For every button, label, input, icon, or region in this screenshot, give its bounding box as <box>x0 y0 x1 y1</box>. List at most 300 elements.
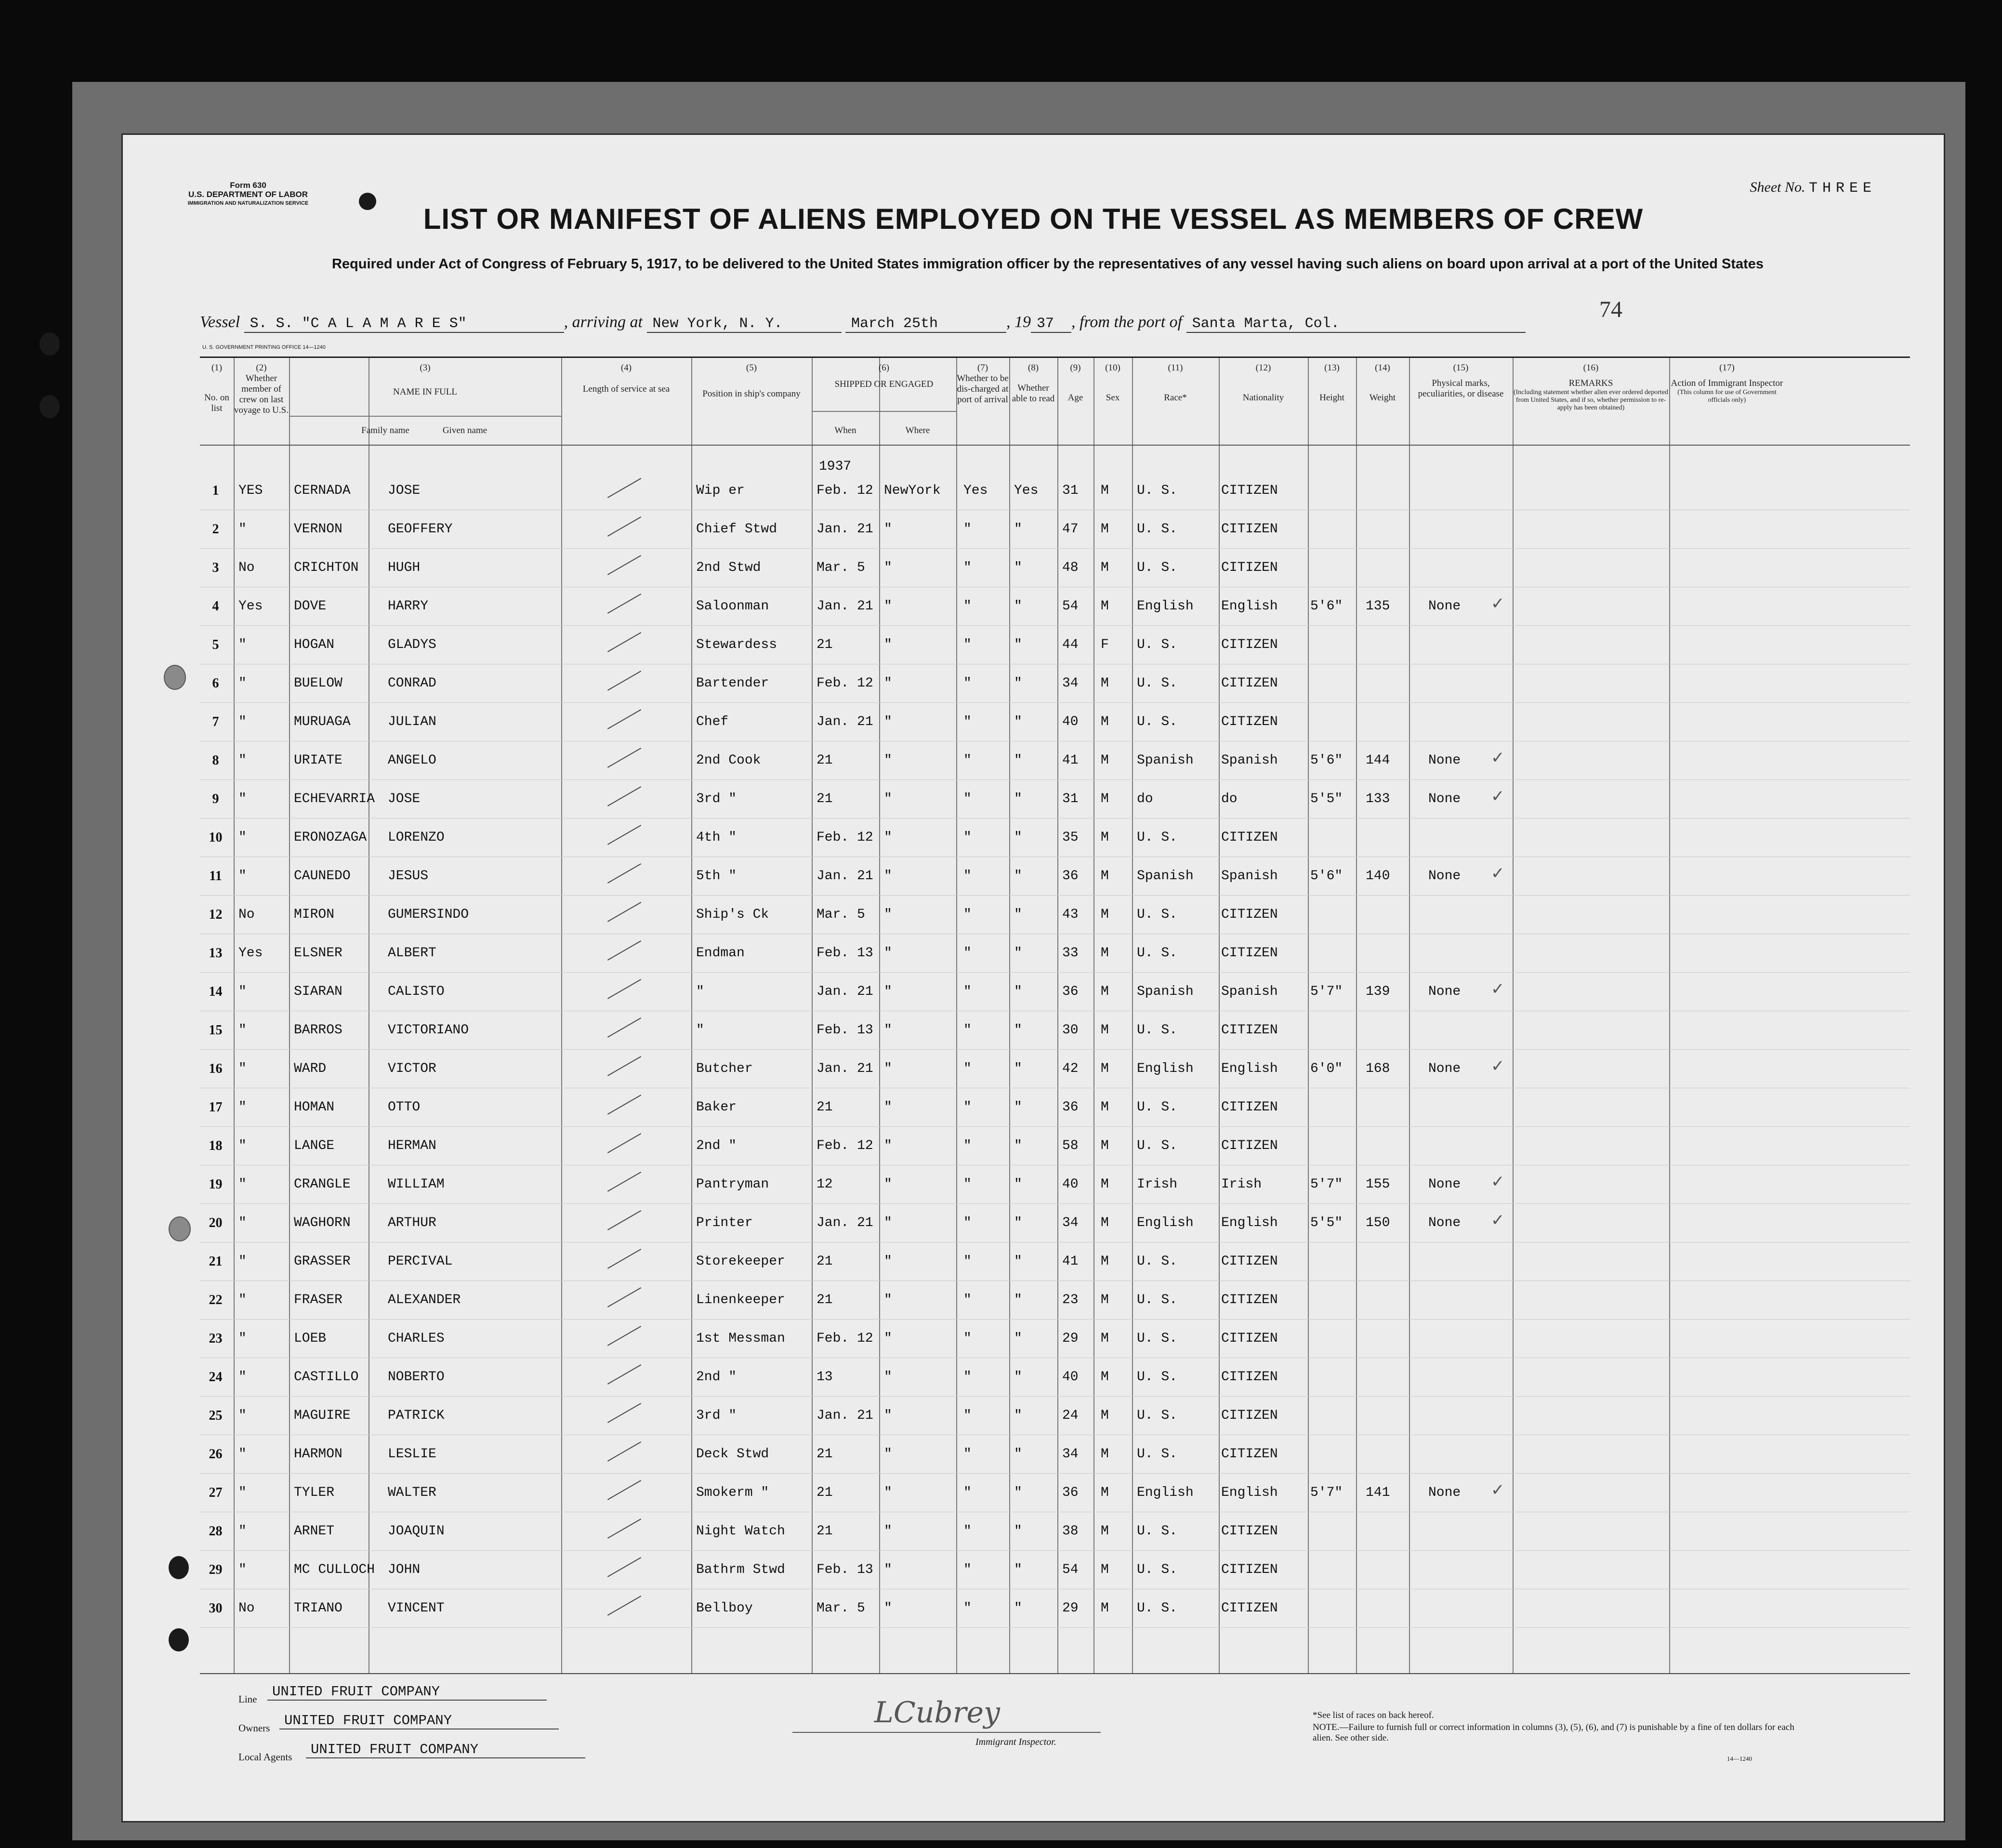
row-when: Feb. 12 <box>817 1331 873 1346</box>
col-13-header: (13) Height <box>1319 363 1344 403</box>
row-discharged: " <box>963 1370 972 1385</box>
row-when: 21 <box>817 1447 833 1462</box>
row-read: " <box>1014 869 1022 884</box>
row-physical: None <box>1428 1485 1461 1500</box>
checkmark-icon: ✓ <box>1491 864 1505 883</box>
row-physical: None <box>1428 984 1461 999</box>
row-family: WARD <box>294 1061 327 1076</box>
row-member: " <box>238 1061 247 1076</box>
row-read: " <box>1014 907 1022 922</box>
check-mark <box>607 940 641 961</box>
row-discharged: " <box>963 1061 972 1076</box>
row-height: 5'6" <box>1310 753 1343 768</box>
row-given: JESUS <box>388 869 429 884</box>
check-mark <box>607 979 641 999</box>
row-sex: M <box>1101 676 1109 691</box>
row-read: " <box>1014 1408 1022 1423</box>
col-8-header: (8) Whether able to read <box>1012 363 1055 404</box>
row-where: " <box>884 1023 892 1038</box>
row-no: 25 <box>209 1408 223 1423</box>
row-read: " <box>1014 1293 1022 1307</box>
row-given: ALEXANDER <box>388 1293 461 1307</box>
row-position: " <box>696 984 704 999</box>
row-nationality: CITIZEN <box>1221 714 1278 729</box>
row-age: 38 <box>1062 1524 1079 1539</box>
row-member: " <box>238 1254 247 1269</box>
row-where: " <box>884 637 892 652</box>
row-no: 23 <box>209 1331 223 1346</box>
row-discharged: " <box>963 637 972 652</box>
manifest-page <box>123 135 1944 1821</box>
year-note: 1937 <box>819 459 852 474</box>
row-sex: M <box>1101 984 1109 999</box>
row-given: JOSE <box>388 792 421 806</box>
row-discharged: " <box>963 1331 972 1346</box>
row-family: TYLER <box>294 1485 335 1500</box>
row-read: " <box>1014 1177 1022 1192</box>
col-11-header: (11) Race* <box>1164 363 1187 403</box>
row-given: ARTHUR <box>388 1215 436 1230</box>
check-mark <box>607 1095 641 1115</box>
row-race: Spanish <box>1137 753 1194 768</box>
row-rule <box>200 702 1910 703</box>
row-read: " <box>1014 753 1022 768</box>
row-family: ERONOZAGA <box>294 830 367 845</box>
row-given: HARRY <box>388 599 429 614</box>
row-read: " <box>1014 1215 1022 1230</box>
row-sex: M <box>1101 946 1109 961</box>
row-given: LORENZO <box>388 830 445 845</box>
row-nationality: CITIZEN <box>1221 1601 1278 1616</box>
row-where: " <box>884 1177 892 1192</box>
row-sex: M <box>1101 869 1109 884</box>
row-read: " <box>1014 1485 1022 1500</box>
checkmark-icon: ✓ <box>1491 1056 1505 1076</box>
row-age: 30 <box>1062 1023 1079 1038</box>
row-where: " <box>884 676 892 691</box>
row-read: " <box>1014 676 1022 691</box>
row-no: 13 <box>209 946 223 961</box>
row-when: 21 <box>817 753 833 768</box>
row-no: 16 <box>209 1061 223 1076</box>
row-position: 5th " <box>696 869 737 884</box>
row-weight: 150 <box>1366 1215 1390 1230</box>
row-nationality: Irish <box>1221 1177 1262 1192</box>
row-age: 35 <box>1062 830 1079 845</box>
row-age: 54 <box>1062 599 1079 614</box>
row-discharged: " <box>963 907 972 922</box>
row-position: Chef <box>696 714 729 729</box>
row-no: 4 <box>212 599 219 614</box>
row-position: 1st Messman <box>696 1331 785 1346</box>
row-when: Feb. 12 <box>817 483 873 498</box>
row-when: Feb. 12 <box>817 676 873 691</box>
row-no: 28 <box>209 1524 223 1539</box>
row-where: " <box>884 1293 892 1307</box>
check-mark <box>607 1017 641 1038</box>
row-member: " <box>238 984 247 999</box>
row-sex: M <box>1101 1601 1109 1616</box>
row-given: ALBERT <box>388 946 436 961</box>
when-header: When <box>834 425 856 436</box>
row-member: " <box>238 1293 247 1307</box>
row-age: 41 <box>1062 753 1079 768</box>
row-given: PERCIVAL <box>388 1254 453 1269</box>
row-family: SIARAN <box>294 984 342 999</box>
row-when: 21 <box>817 1254 833 1269</box>
row-rule <box>200 1203 1910 1204</box>
row-nationality: English <box>1221 599 1278 614</box>
check-mark <box>607 1364 641 1385</box>
col-1-header: (1) No. on list <box>204 363 229 413</box>
row-sex: M <box>1101 1177 1109 1192</box>
inspector-label: Immigrant Inspector. <box>975 1737 1056 1747</box>
row-no: 12 <box>209 907 223 922</box>
crew-table <box>200 356 1910 1674</box>
row-height: 5'7" <box>1310 984 1343 999</box>
row-where: " <box>884 907 892 922</box>
row-family: DOVE <box>294 599 327 614</box>
row-where: " <box>884 1562 892 1577</box>
row-when: Jan. 21 <box>817 1061 873 1076</box>
row-race: U. S. <box>1137 560 1178 575</box>
check-mark <box>607 709 641 729</box>
row-discharged: " <box>963 1138 972 1153</box>
row-position: Printer <box>696 1215 753 1230</box>
row-weight: 155 <box>1366 1177 1390 1192</box>
row-no: 24 <box>209 1370 223 1385</box>
row-rule <box>200 1126 1910 1127</box>
row-member: No <box>238 560 255 575</box>
row-position: Night Watch <box>696 1524 785 1539</box>
row-race: U. S. <box>1137 1562 1178 1577</box>
row-member: " <box>238 1138 247 1153</box>
arrival-date: March 25th <box>845 316 1006 333</box>
checkmark-icon: ✓ <box>1491 1480 1505 1500</box>
form-label: Form 630 U.S. DEPARTMENT OF LABOR IMMIGRATION AND NATURALIZATION SERVICE <box>187 181 309 206</box>
row-no: 9 <box>212 792 219 806</box>
row-nationality: English <box>1221 1485 1278 1500</box>
vessel-name: S. S. "C A L A M A R E S" <box>244 316 564 333</box>
row-race: U. S. <box>1137 1331 1178 1346</box>
row-nationality: CITIZEN <box>1221 1100 1278 1115</box>
row-sex: M <box>1101 1331 1109 1346</box>
check-mark <box>607 1596 641 1616</box>
row-family: ARNET <box>294 1524 335 1539</box>
row-age: 40 <box>1062 1177 1079 1192</box>
row-discharged: " <box>963 946 972 961</box>
row-given: VICTORIANO <box>388 1023 469 1038</box>
check-mark <box>607 1480 641 1500</box>
row-given: CONRAD <box>388 676 436 691</box>
row-when: Mar. 5 <box>817 907 865 922</box>
row-age: 29 <box>1062 1601 1079 1616</box>
row-family: ELSNER <box>294 946 342 961</box>
row-race: U. S. <box>1137 1408 1178 1423</box>
row-no: 11 <box>209 869 222 884</box>
row-rule <box>200 1550 1910 1551</box>
row-discharged: " <box>963 1177 972 1192</box>
row-when: Jan. 21 <box>817 522 873 537</box>
row-age: 58 <box>1062 1138 1079 1153</box>
row-nationality: CITIZEN <box>1221 560 1278 575</box>
row-no: 30 <box>209 1601 223 1616</box>
row-nationality: CITIZEN <box>1221 1331 1278 1346</box>
row-family: MC CULLOCH <box>294 1562 375 1577</box>
agents-label: Local Agents <box>238 1751 292 1763</box>
row-height: 6'0" <box>1310 1061 1343 1076</box>
row-age: 31 <box>1062 483 1079 498</box>
row-given: HUGH <box>388 560 421 575</box>
row-sex: M <box>1101 907 1109 922</box>
row-read: " <box>1014 830 1022 845</box>
row-where: " <box>884 1447 892 1462</box>
check-mark <box>607 632 641 652</box>
row-nationality: CITIZEN <box>1221 1023 1278 1038</box>
row-member: " <box>238 1100 247 1115</box>
row-sex: M <box>1101 522 1109 537</box>
print-code: 14—1240 <box>1727 1755 1752 1762</box>
row-read: " <box>1014 1524 1022 1539</box>
row-race: U. S. <box>1137 830 1178 845</box>
inspector-signature: LCubrey <box>874 1696 1000 1729</box>
row-race: U. S. <box>1137 1601 1178 1616</box>
row-sex: M <box>1101 1293 1109 1307</box>
checkmark-icon: ✓ <box>1491 787 1505 806</box>
row-given: OTTO <box>388 1100 421 1115</box>
row-member: " <box>238 1215 247 1230</box>
row-position: 2nd " <box>696 1138 737 1153</box>
row-member: " <box>238 830 247 845</box>
stamp-number: 74 <box>1599 297 1622 322</box>
col-16-header: (16) REMARKS (Including statement whether alien ever ordered deported from United States, and if so, whether permission to re-apply has been obtained) <box>1513 363 1669 411</box>
row-race: U. S. <box>1137 1254 1178 1269</box>
row-nationality: CITIZEN <box>1221 1254 1278 1269</box>
row-where: " <box>884 522 892 537</box>
row-nationality: CITIZEN <box>1221 1562 1278 1577</box>
row-read: " <box>1014 792 1022 806</box>
row-position: " <box>696 1023 704 1038</box>
owners-label: Owners <box>238 1722 270 1734</box>
row-sex: M <box>1101 830 1109 845</box>
checkmark-icon: ✓ <box>1491 1211 1505 1230</box>
row-discharged: " <box>963 1023 972 1038</box>
row-race: U. S. <box>1137 946 1178 961</box>
row-member: " <box>238 522 247 537</box>
row-when: Jan. 21 <box>817 1215 873 1230</box>
printer-credit: U. S. GOVERNMENT PRINTING OFFICE 14—1240 <box>202 344 326 350</box>
row-weight: 141 <box>1366 1485 1390 1500</box>
row-age: 36 <box>1062 984 1079 999</box>
row-member: " <box>238 869 247 884</box>
row-nationality: English <box>1221 1215 1278 1230</box>
row-nationality: CITIZEN <box>1221 676 1278 691</box>
row-discharged: " <box>963 599 972 614</box>
row-member: " <box>238 714 247 729</box>
row-member: No <box>238 907 255 922</box>
col-5-header: (5) Position in ship's company <box>702 363 801 399</box>
row-discharged: " <box>963 792 972 806</box>
col-12-header: (12) Nationality <box>1242 363 1284 403</box>
row-read: " <box>1014 1138 1022 1153</box>
row-age: 24 <box>1062 1408 1079 1423</box>
row-position: Pantryman <box>696 1177 769 1192</box>
check-mark <box>607 1441 641 1462</box>
row-position: Stewardess <box>696 637 777 652</box>
row-age: 36 <box>1062 1100 1079 1115</box>
punch-hole <box>164 665 186 690</box>
row-height: 5'7" <box>1310 1485 1343 1500</box>
row-position: Wip er <box>696 483 745 498</box>
row-given: WILLIAM <box>388 1177 445 1192</box>
row-read: " <box>1014 599 1022 614</box>
row-when: Jan. 21 <box>817 1408 873 1423</box>
row-when: Jan. 21 <box>817 984 873 999</box>
row-when: 13 <box>817 1370 833 1385</box>
col-2-header: (2) Whether member of crew on last voyage to U.S. <box>234 363 289 415</box>
row-where: " <box>884 1100 892 1115</box>
row-read: " <box>1014 984 1022 999</box>
line-label: Line <box>238 1693 257 1705</box>
row-when: 12 <box>817 1177 833 1192</box>
row-member: YES <box>238 483 263 498</box>
row-nationality: CITIZEN <box>1221 830 1278 845</box>
col-15-header: (15) Physical marks, peculiarities, or disease <box>1418 363 1504 399</box>
row-when: 21 <box>817 1485 833 1500</box>
check-mark <box>607 671 641 691</box>
row-sex: M <box>1101 1138 1109 1153</box>
row-sex: M <box>1101 1524 1109 1539</box>
row-age: 36 <box>1062 1485 1079 1500</box>
col-14-header: (14) Weight <box>1369 363 1396 403</box>
row-weight: 140 <box>1366 869 1390 884</box>
row-race: do <box>1137 792 1153 806</box>
check-mark <box>607 1249 641 1269</box>
row-sex: M <box>1101 1100 1109 1115</box>
row-age: 44 <box>1062 637 1079 652</box>
col-3-header: (3) NAME IN FULL <box>393 363 457 397</box>
row-sex: M <box>1101 1215 1109 1230</box>
row-height: 5'6" <box>1310 869 1343 884</box>
row-given: CALISTO <box>388 984 445 999</box>
punch-hole <box>169 1216 191 1241</box>
row-physical: None <box>1428 1177 1461 1192</box>
row-where: " <box>884 1215 892 1230</box>
row-given: VICTOR <box>388 1061 436 1076</box>
row-rule <box>200 1627 1910 1628</box>
check-mark <box>607 786 641 806</box>
row-position: Butcher <box>696 1061 753 1076</box>
row-nationality: CITIZEN <box>1221 522 1278 537</box>
row-given: LESLIE <box>388 1447 436 1462</box>
row-rule <box>200 895 1910 896</box>
punch-hole <box>169 1628 189 1651</box>
row-member: Yes <box>238 946 263 961</box>
row-nationality: Spanish <box>1221 869 1278 884</box>
punch-hole <box>169 1556 189 1579</box>
row-family: CAUNEDO <box>294 869 351 884</box>
row-sex: M <box>1101 1254 1109 1269</box>
row-member: Yes <box>238 599 263 614</box>
row-given: JULIAN <box>388 714 436 729</box>
check-mark <box>607 1518 641 1539</box>
row-race: U. S. <box>1137 1370 1178 1385</box>
row-family: GRASSER <box>294 1254 351 1269</box>
row-member: " <box>238 1177 247 1192</box>
row-position: 2nd " <box>696 1370 737 1385</box>
check-mark <box>607 748 641 768</box>
row-read: " <box>1014 1562 1022 1577</box>
checkmark-icon: ✓ <box>1491 1172 1505 1191</box>
row-rule <box>200 625 1910 626</box>
row-position: Ship's Ck <box>696 907 769 922</box>
row-discharged: " <box>963 1524 972 1539</box>
row-race: U. S. <box>1137 1023 1178 1038</box>
row-where: " <box>884 1408 892 1423</box>
checkmark-icon: ✓ <box>1491 594 1505 613</box>
row-race: U. S. <box>1137 483 1178 498</box>
row-rule <box>200 1473 1910 1474</box>
row-age: 34 <box>1062 1447 1079 1462</box>
where-header: Where <box>905 425 930 436</box>
row-race: Spanish <box>1137 984 1194 999</box>
row-age: 33 <box>1062 946 1079 961</box>
row-discharged: " <box>963 1293 972 1307</box>
check-mark <box>607 555 641 575</box>
row-rule <box>200 779 1910 780</box>
row-discharged: " <box>963 1100 972 1115</box>
row-where: " <box>884 792 892 806</box>
row-read: " <box>1014 522 1022 537</box>
row-member: " <box>238 637 247 652</box>
check-mark <box>607 1133 641 1153</box>
row-given: JOAQUIN <box>388 1524 445 1539</box>
row-given: HERMAN <box>388 1138 436 1153</box>
col-10-header: (10) Sex <box>1105 363 1120 403</box>
row-read: " <box>1014 1601 1022 1616</box>
fine-note: NOTE.—Failure to furnish full or correct information in columns (3), (5), (6), and (7) is punishable by a fine of ten dollars for each alien. See other side. <box>1313 1722 1794 1743</box>
row-no: 22 <box>209 1293 223 1307</box>
checkmark-icon: ✓ <box>1491 748 1505 767</box>
row-age: 34 <box>1062 676 1079 691</box>
vessel-line: Vessel S. S. "C A L A M A R E S" , arriving at New York, N. Y. March 25th , 19 37 , from the port of Santa Marta, Col. <box>200 313 1838 333</box>
row-position: Endman <box>696 946 745 961</box>
row-discharged: " <box>963 830 972 845</box>
row-no: 3 <box>212 560 219 575</box>
races-note: *See list of races on back hereof. <box>1313 1710 1434 1720</box>
sheet-number: Sheet No. THREE <box>1750 179 1876 197</box>
row-nationality: Spanish <box>1221 753 1278 768</box>
row-when: 21 <box>817 1100 833 1115</box>
row-given: WALTER <box>388 1485 436 1500</box>
row-race: U. S. <box>1137 676 1178 691</box>
row-age: 47 <box>1062 522 1079 537</box>
arrival-port: New York, N. Y. <box>647 316 842 333</box>
row-where: " <box>884 869 892 884</box>
row-member: " <box>238 1524 247 1539</box>
check-mark <box>607 1403 641 1423</box>
row-position: 2nd Stwd <box>696 560 761 575</box>
row-given: NOBERTO <box>388 1370 445 1385</box>
check-mark <box>607 478 641 498</box>
row-no: 5 <box>212 637 219 652</box>
row-nationality: CITIZEN <box>1221 1408 1278 1423</box>
row-member: No <box>238 1601 255 1616</box>
binder-hole <box>40 395 60 418</box>
row-position: Storekeeper <box>696 1254 785 1269</box>
row-family: MIRON <box>294 907 335 922</box>
row-no: 19 <box>209 1177 223 1192</box>
